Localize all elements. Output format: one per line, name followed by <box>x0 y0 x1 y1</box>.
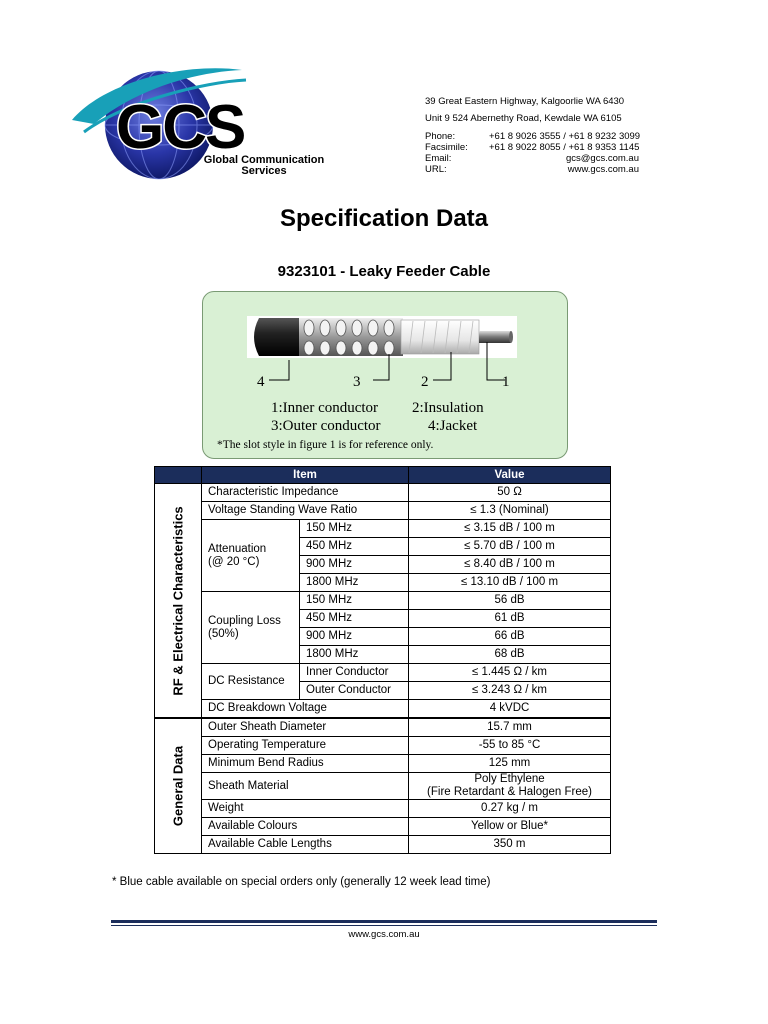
col-value-header: Value <box>409 467 611 484</box>
category-general: General Data <box>155 718 202 854</box>
legend-outer-conductor: 3:Outer conductor <box>271 418 381 434</box>
table-row <box>155 836 611 854</box>
row-label: DC Breakdown Voltage <box>202 700 409 719</box>
table-row <box>155 520 611 538</box>
callout-4: 4 <box>257 374 265 390</box>
row-value: ≤ 3.15 dB / 100 m <box>409 520 611 538</box>
coupling-loss-label: Coupling Loss (50%) <box>202 592 300 664</box>
brand-mark: GCS <box>116 93 245 162</box>
table-row <box>155 592 611 610</box>
figure-note: *The slot style in figure 1 is for reference only. <box>217 439 434 451</box>
freq-cell: 900 MHz <box>300 556 409 574</box>
row-value: 68 dB <box>409 646 611 664</box>
row-value: 0.27 kg / m <box>409 800 611 818</box>
jacket-part <box>254 318 301 356</box>
table-row <box>155 737 611 755</box>
row-value: Yellow or Blue* <box>409 818 611 836</box>
table-row <box>155 484 611 502</box>
address-line-2: Unit 9 524 Abernethy Road, Kewdale WA 6105 <box>425 113 622 125</box>
footer-url[interactable]: www.gcs.com.au <box>348 929 420 940</box>
row-label: Available Cable Lengths <box>202 836 409 854</box>
freq-cell: 150 MHz <box>300 592 409 610</box>
table-row <box>155 755 611 773</box>
category-rf: RF & Electrical Characteristics <box>155 484 202 719</box>
email-link[interactable]: gcs@gcs.com.au <box>565 153 639 165</box>
row-value: ≤ 13.10 dB / 100 m <box>409 574 611 592</box>
table-row <box>155 700 611 719</box>
contact-fax: Facsimile: +61 8 9022 8055 / +61 8 9353 1145 <box>425 141 640 153</box>
row-value: 61 dB <box>409 610 611 628</box>
dc-resistance-label: DC Resistance <box>202 664 300 700</box>
freq-cell: 450 MHz <box>300 610 409 628</box>
address-line-1: 39 Great Eastern Highway, Kalgoorlie WA 6430 <box>425 96 625 107</box>
freq-cell: 900 MHz <box>300 628 409 646</box>
callout-2: 2 <box>421 374 429 390</box>
product-title: 9323101 - Leaky Feeder Cable <box>277 263 491 280</box>
footer-rule <box>111 920 657 923</box>
freq-cell: 150 MHz <box>300 520 409 538</box>
website-link[interactable]: www.gcs.com.au <box>567 164 639 176</box>
cable-figure <box>202 291 568 459</box>
brand-name-line2: Services <box>241 165 287 177</box>
table-row <box>155 818 611 836</box>
cable-diagram <box>203 292 567 458</box>
table-row <box>155 502 611 520</box>
legend-inner-conductor: 1:Inner conductor <box>271 400 379 416</box>
row-value: ≤ 8.40 dB / 100 m <box>409 556 611 574</box>
contact-url: URL: www.gcs.com.au <box>425 164 639 176</box>
row-label: Available Colours <box>202 818 409 836</box>
attenuation-label: Attenuation (@ 20 °C) <box>202 520 300 592</box>
row-value: ≤ 5.70 dB / 100 m <box>409 538 611 556</box>
col-item-header: Item <box>202 467 409 484</box>
footnote: * Blue cable available on special orders only (generally 12 week lead time) <box>112 876 491 888</box>
table-row <box>155 664 611 682</box>
row-label: Outer Sheath Diameter <box>202 718 409 737</box>
row-value: Poly Ethylene (Fire Retardant & Halogen Free) <box>409 773 611 800</box>
legend-insulation: 2:Insulation <box>412 400 484 416</box>
row-value: 15.7 mm <box>409 718 611 737</box>
table-row <box>155 800 611 818</box>
part-cell: Inner Conductor <box>300 664 409 682</box>
row-value: ≤ 3.243 Ω / km <box>409 682 611 700</box>
row-value: 125 mm <box>409 755 611 773</box>
contact-email: Email: gcs@gcs.com.au <box>425 153 639 165</box>
row-label: Characteristic Impedance <box>202 484 409 502</box>
brand-name-line1: Global Communication <box>203 154 325 166</box>
table-row <box>155 773 611 800</box>
contact-phone: Phone: +61 8 9026 3555 / +61 8 9232 3099 <box>425 130 641 142</box>
row-label: Operating Temperature <box>202 737 409 755</box>
gcs-logo <box>64 62 340 182</box>
spec-table <box>154 466 611 854</box>
row-value: 50 Ω <box>409 484 611 502</box>
contact-block <box>425 96 639 176</box>
row-value: 56 dB <box>409 592 611 610</box>
freq-cell: 450 MHz <box>300 538 409 556</box>
row-value: ≤ 1.445 Ω / km <box>409 664 611 682</box>
header-corner <box>155 467 202 484</box>
row-value: 4 kVDC <box>409 700 611 719</box>
legend-jacket: 4:Jacket <box>428 418 478 434</box>
row-label: Voltage Standing Wave Ratio <box>202 502 409 520</box>
callout-1: 1 <box>502 374 510 390</box>
table-header-row <box>155 467 611 484</box>
callout-3: 3 <box>353 374 361 390</box>
row-label: Weight <box>202 800 409 818</box>
row-label: Sheath Material <box>202 773 409 800</box>
page-title: Specification Data <box>279 205 489 232</box>
row-label: Minimum Bend Radius <box>202 755 409 773</box>
row-value: 66 dB <box>409 628 611 646</box>
freq-cell: 1800 MHz <box>300 646 409 664</box>
part-cell: Outer Conductor <box>300 682 409 700</box>
row-value: 350 m <box>409 836 611 854</box>
row-value: -55 to 85 °C <box>409 737 611 755</box>
inner-conductor-part <box>479 331 511 343</box>
freq-cell: 1800 MHz <box>300 574 409 592</box>
row-value: ≤ 1.3 (Nominal) <box>409 502 611 520</box>
footer-rule-thin <box>111 925 657 926</box>
table-row <box>155 718 611 737</box>
